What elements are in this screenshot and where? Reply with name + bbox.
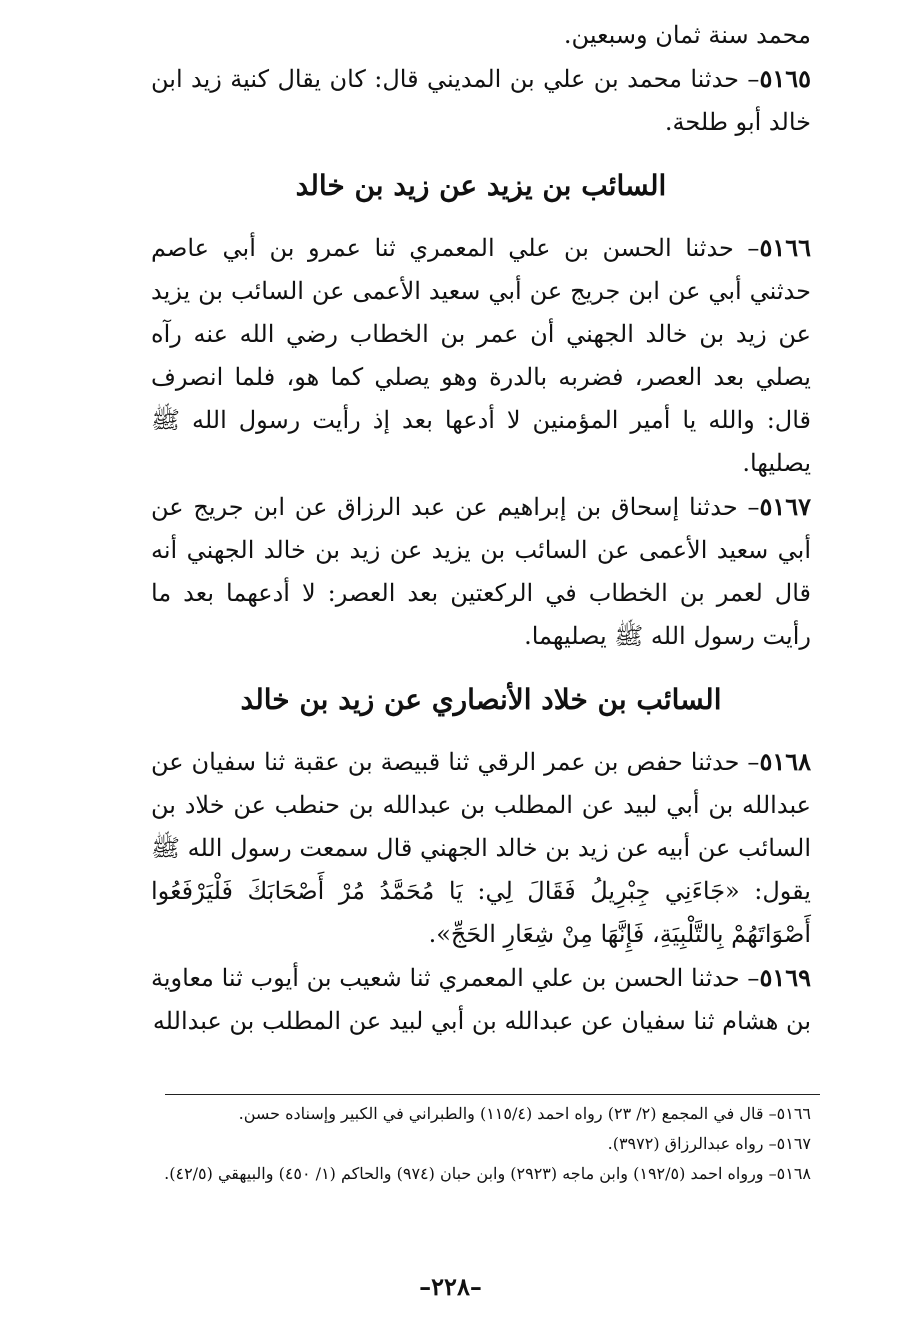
footnotes: [151, 1099, 811, 1189]
hadith-number: ٥١٦٦: [759, 233, 811, 262]
section-heading-2: السائب بن خلاد الأنصاري عن زيد بن خالد: [240, 683, 722, 716]
hadith-text: – حدثنا حفص بن عمر الرقي ثنا قبيصة بن عقبة ثنا سفيان عن عبدالله بن أبي لبيد عن المطلب بن عبدالله بن حنطب عن خلاد بن السائب عن أبيه عن زيد بن خالد الجهني قال سمعت رسول الله ﷺ يقول: «جَاءَنِي جِبْرِيلُ فَقَالَ لِي: يَا مُحَمَّدُ مُرْ أَصْحَابَكَ فَلْيَرْفَعُوا أَصْوَاتَهُمْ بِالتَّلْبِيَةِ، فَإِنَّهَا مِنْ شِعَارِ الحَجِّ».: [151, 748, 811, 948]
hadith-text: – حدثنا الحسن بن علي المعمري ثنا شعيب بن أيوب ثنا معاوية بن هشام ثنا سفيان عن عبدالله بن أبي لبيد عن المطلب بن عبدالله: [151, 964, 811, 1035]
hadith-text: – حدثنا إسحاق بن إبراهيم عن عبد الرزاق عن ابن جريج عن أبي سعيد الأعمى عن السائب بن يزيد عن زيد بن خالد الجهني أنه قال لعمر بن الخطاب في الركعتين بعد العصر: لا أدعهما بعد ما رأيت رسول الله ﷺ يصليهما.: [151, 493, 811, 650]
hadith-number: ٥١٦٩: [759, 963, 811, 992]
hadith-5169: [151, 956, 811, 1043]
hadith-number: ٥١٦٥: [759, 64, 811, 93]
hadith-number: ٥١٦٨: [759, 747, 811, 776]
hadith-number: ٥١٦٧: [759, 492, 811, 521]
hadith-5167: [151, 485, 811, 658]
footnote-5168: ٥١٦٨– ورواه احمد (١٩٢/٥) وابن ماجه (٢٩٢٣) وابن حبان (٩٧٤) والحاكم (١/ ٤٥٠) والبيهقي (٤٢/٥).: [164, 1164, 811, 1183]
footnote-5167: ٥١٦٧– رواه عبدالرزاق (٣٩٧٢).: [607, 1134, 811, 1153]
footnote-5166: ٥١٦٦– قال في المجمع (٢/ ٢٣) رواه احمد (١١٥/٤) والطبراني في الكبير وإسناده حسن.: [238, 1104, 811, 1123]
page-number: –٢٢٨–: [419, 1272, 482, 1301]
hadith-5168: [151, 740, 811, 956]
continuation-line: محمد سنة ثمان وسبعين.: [563, 21, 811, 49]
footnote-divider: [165, 1094, 820, 1095]
section-heading-1: السائب بن يزيد عن زيد بن خالد: [295, 169, 667, 202]
hadith-5166: [151, 226, 811, 485]
hadith-text: – حدثنا محمد بن علي بن المديني قال: كان يقال كنية زيد ابن خالد أبو طلحة.: [151, 65, 811, 136]
main-text: [151, 14, 811, 1043]
hadith-5165: [151, 57, 811, 144]
hadith-text: – حدثنا الحسن بن علي المعمري ثنا عمرو بن أبي عاصم حدثني أبي عن ابن جريج عن أبي سعيد الأعمى عن السائب بن يزيد عن زيد بن خالد الجهني أن عمر بن الخطاب رضي الله عنه رآه يصلي بعد العصر، فضربه بالدرة وهو يصلي كما هو، فلما انصرف قال: والله يا أمير المؤمنين لا أدعها بعد إذ رأيت رسول الله ﷺ يصليها.: [151, 234, 811, 477]
